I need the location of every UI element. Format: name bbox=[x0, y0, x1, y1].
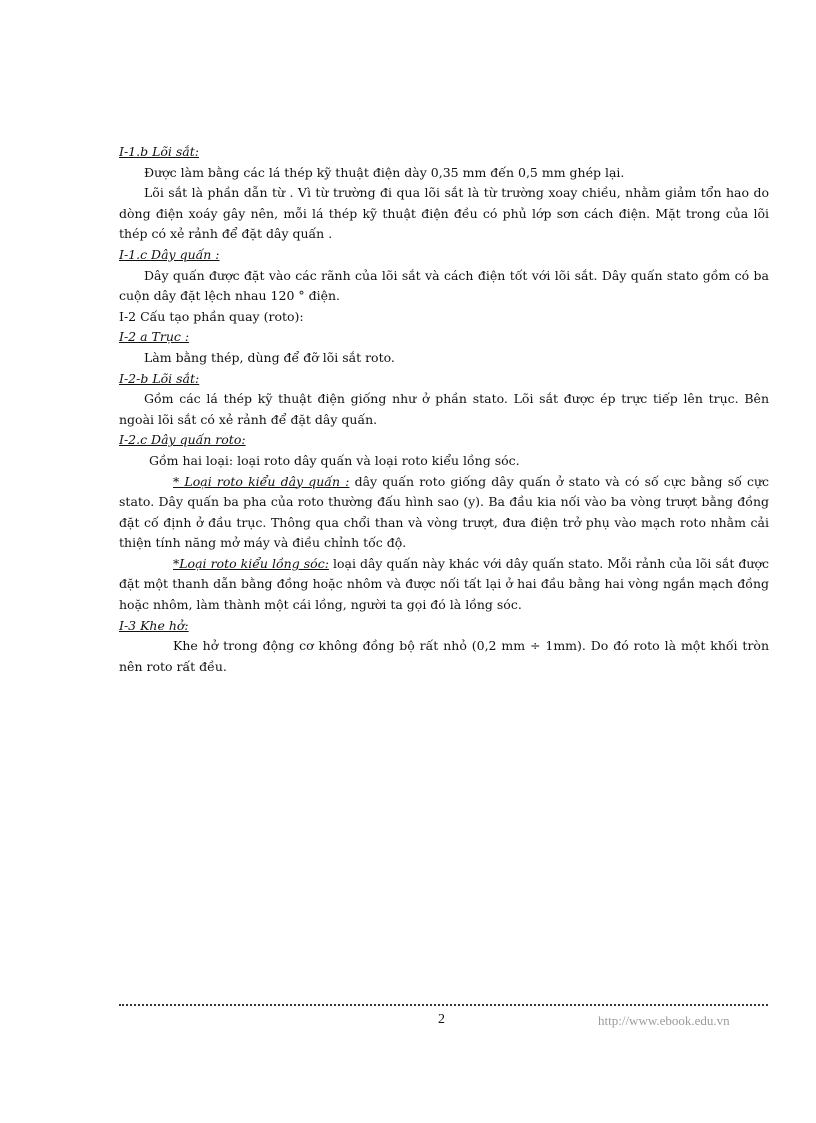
section-heading: I-2.c Dây quấn roto: bbox=[119, 432, 246, 448]
paragraph: Dây quấn được đặt vào các rãnh của lõi sắt và cách điện tốt với lõi sắt. Dây quấn stato gồm có ba cuộn dây đặt lệch nhau 120 ° điện. bbox=[119, 267, 769, 304]
paragraph: Làm bằng thép, dùng để đỡ lõi sắt roto. bbox=[144, 349, 395, 365]
section-heading: I-3 Khe hở: bbox=[119, 617, 189, 633]
section-heading: I-2 a Trục : bbox=[119, 329, 190, 345]
paragraph: Khe hở trong động cơ không đồng bộ rất nhỏ (0,2 mm ÷ 1mm). Do đó roto là một khối tròn nên roto rất đều. bbox=[119, 638, 769, 674]
paragraph: Gồm hai loại: loại roto dây quấn và loại roto kiểu lồng sóc. bbox=[149, 452, 520, 468]
paragraph-text: dây quấn roto giống dây quấn ở stato và có số cực bằng số cực stato. Dây quấn ba pha của roto thường đấu hình sao (y). Ba đầu kia nối vào ba vòng trượt bằng đồng đặt cố định ở đầu trục. Thông qua chổi than và vòng trượt, đưa điện trở phụ vào mạch roto nhằm cải thiện tính năng mở máy và điều chỉnh tốc độ. bbox=[119, 473, 769, 551]
paragraph bbox=[119, 554, 769, 616]
footer-url: http://www.ebook.edu.vn bbox=[598, 1013, 730, 1028]
inline-term: * Loại roto kiểu dây quấn : bbox=[173, 473, 350, 489]
section-heading: I-2-b Lõi sắt: bbox=[119, 370, 200, 386]
inline-term: *Loại roto kiểu lồng sóc: bbox=[173, 555, 329, 571]
document-body bbox=[119, 142, 769, 677]
paragraph bbox=[119, 472, 769, 554]
footer-divider bbox=[119, 1004, 768, 1006]
section-heading: I-2 Cấu tạo phần quay (roto): bbox=[119, 308, 304, 324]
paragraph-text: loại dây quấn này khác với dây quấn stato. Mỗi rảnh của lõi sắt được đặt một thanh dẫn bằng đồng hoặc nhôm và được nối tất lại ở hai đầu bằng hai vòng ngắn mạch đồng hoặc nhôm, làm thành một cái lồng, người ta gọi đó là lồng sóc. bbox=[119, 555, 769, 613]
paragraph: Lõi sắt là phần dẫn từ . Vì từ trường đi qua lõi sắt là từ trường xoay chiều, nhằm giảm tổn hao do dòng điện xoáy gây nên, mỗi lá thép kỹ thuật điện đều có phủ lớp sơn cách điện. Mặt trong của lõi thép có xẻ rảnh để đặt dây quấn . bbox=[119, 185, 769, 242]
page-number: 2 bbox=[438, 1012, 445, 1027]
paragraph: Được làm bằng các lá thép kỹ thuật điện dày 0,35 mm đến 0,5 mm ghép lại. bbox=[144, 164, 625, 180]
paragraph: Gồm các lá thép kỹ thuật điện giống như ở phần stato. Lõi sắt được ép trực tiếp lên trục. Bên ngoài lõi sắt có xẻ rảnh để đặt dây quấn. bbox=[119, 391, 769, 427]
section-heading: I-1.b Lõi sắt: bbox=[119, 144, 199, 159]
section-heading: I-1.c Dây quấn : bbox=[119, 246, 220, 262]
